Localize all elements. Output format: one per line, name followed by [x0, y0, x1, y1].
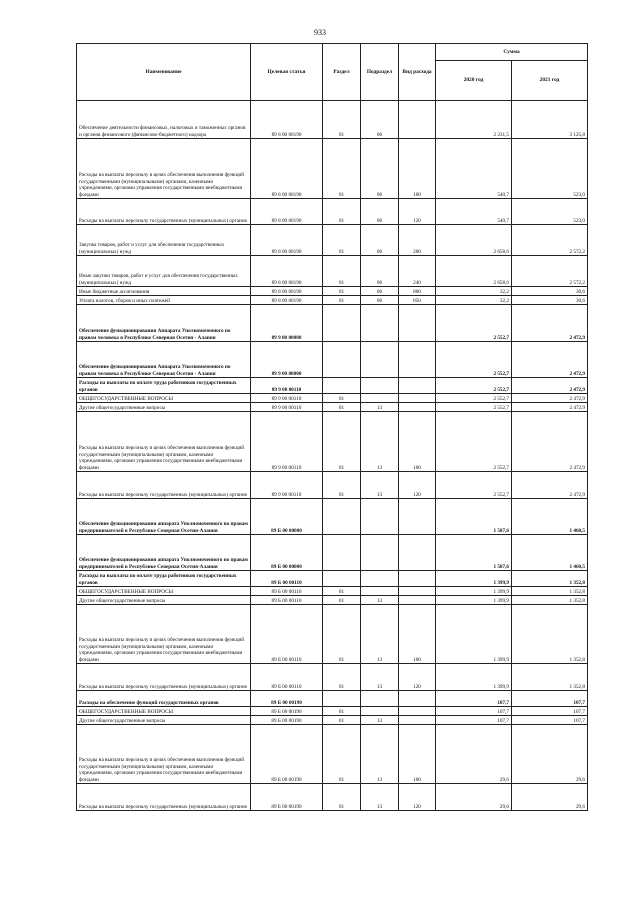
cell-sec: 01 [323, 256, 361, 287]
cell-type: 120 [399, 784, 436, 811]
cell-name: Иные бюджетные ассигнования [77, 287, 251, 296]
cell-v2021: 2 572,2 [512, 256, 588, 287]
cell-name: Расходы на выплаты персоналу в целях обеспечения выполнения функций государственными (муниципальными) органами, казенными учреждениями, органами управления государственными внебюджетными фондами [77, 605, 251, 664]
cell-v2021: 1 460,5 [512, 535, 588, 571]
cell-name: Расходы на обеспечение функций государственных органов [77, 691, 251, 707]
cell-code: 89 Б 00 00110 [251, 587, 323, 596]
cell-sec [323, 535, 361, 571]
cell-code: 89 Б 00 00190 [251, 716, 323, 725]
cell-code: 89 Б 00 00000 [251, 535, 323, 571]
cell-name: Расходы на выплаты персоналу государственных (муниципальных) органов [77, 199, 251, 225]
cell-name: Другие общегосударственные вопросы [77, 403, 251, 412]
cell-sub: 13 [361, 403, 399, 412]
cell-code: 89 Б 00 00110 [251, 596, 323, 605]
table-row [77, 535, 588, 571]
cell-name: Уплата налогов, сборов и иных платежей [77, 296, 251, 305]
cell-sec: 01 [323, 101, 361, 139]
cell-sub [361, 707, 399, 716]
cell-type: 120 [399, 664, 436, 691]
cell-v2020: 540,7 [436, 199, 512, 225]
cell-sec: 01 [323, 225, 361, 256]
cell-code: 89 9 00 00110 [251, 378, 323, 394]
cell-v2021: 1 352,8 [512, 596, 588, 605]
table-row [77, 101, 588, 139]
cell-sub: 13 [361, 716, 399, 725]
cell-v2020: 2 552,7 [436, 412, 512, 472]
cell-v2020: 2 552,7 [436, 403, 512, 412]
cell-code: 89 9 00 00110 [251, 472, 323, 499]
cell-name: Расходы на выплаты персоналу государственных (муниципальных) органов [77, 472, 251, 499]
cell-code: 89 Б 00 00110 [251, 605, 323, 664]
cell-sub: 13 [361, 784, 399, 811]
cell-v2020: 2 552,7 [436, 394, 512, 403]
cell-v2020: 2 231,5 [436, 101, 512, 139]
cell-name: Расходы на выплаты персоналу государственных (муниципальных) органов [77, 664, 251, 691]
cell-v2020: 29,6 [436, 784, 512, 811]
table-row [77, 378, 588, 394]
cell-sub [361, 571, 399, 587]
cell-sec: 01 [323, 403, 361, 412]
cell-v2021: 29,6 [512, 725, 588, 784]
table-row [77, 139, 588, 199]
cell-sub: 13 [361, 596, 399, 605]
cell-sec: 01 [323, 587, 361, 596]
cell-name: Другие общегосударственные вопросы [77, 716, 251, 725]
table-row [77, 287, 588, 296]
table-row [77, 472, 588, 499]
cell-sub: 06 [361, 287, 399, 296]
cell-name: Иные закупки товаров, работ и услуг для обеспечения государственных (муниципальных) нужд [77, 256, 251, 287]
cell-sec [323, 342, 361, 378]
cell-name: Расходы на выплаты персоналу в целях обеспечения выполнения функций государственными (муниципальными) органами, казенными учреждениями, органами управления государственными внебюджетными фондами [77, 139, 251, 199]
cell-v2021: 2 472,9 [512, 394, 588, 403]
cell-type [399, 394, 436, 403]
cell-name: Обеспечение деятельности финансовых, налоговых и таможенных органов и органов финансового (финансово-бюджетного) надзора [77, 101, 251, 139]
cell-v2021: 107,7 [512, 691, 588, 707]
cell-sec: 01 [323, 707, 361, 716]
cell-sub: 06 [361, 139, 399, 199]
cell-sub [361, 499, 399, 535]
cell-sub [361, 305, 399, 342]
cell-v2020: 540,7 [436, 139, 512, 199]
table-row [77, 342, 588, 378]
budget-table [76, 43, 588, 811]
cell-sub: 13 [361, 472, 399, 499]
cell-sub [361, 535, 399, 571]
cell-sec: 01 [323, 287, 361, 296]
cell-v2021: 1 352,8 [512, 664, 588, 691]
cell-v2020: 1 507,6 [436, 535, 512, 571]
cell-name: Обеспечение функционирования Аппарата Уполномоченного по правам человека в Республике Северная Осетия - Алания [77, 342, 251, 378]
cell-code: 89 9 00 00000 [251, 305, 323, 342]
cell-code: 89 8 00 00190 [251, 256, 323, 287]
cell-v2020: 1 399,9 [436, 571, 512, 587]
table-row [77, 707, 588, 716]
cell-v2020: 2 552,7 [436, 342, 512, 378]
cell-v2020: 32,2 [436, 296, 512, 305]
cell-sub [361, 342, 399, 378]
page-number: 933 [314, 28, 326, 37]
cell-name: Закупка товаров, работ и услуг для обеспечения государственных (муниципальных) нужд [77, 225, 251, 256]
cell-v2020: 107,7 [436, 716, 512, 725]
cell-v2020: 2 658,6 [436, 225, 512, 256]
cell-v2021: 1 352,8 [512, 571, 588, 587]
table-row [77, 499, 588, 535]
cell-name: ОБЩЕГОСУДАРСТВЕННЫЕ ВОПРОСЫ [77, 587, 251, 596]
table-row [77, 403, 588, 412]
cell-v2021: 30,6 [512, 296, 588, 305]
table-row [77, 784, 588, 811]
cell-type: 850 [399, 296, 436, 305]
cell-type [399, 707, 436, 716]
cell-sub: 06 [361, 199, 399, 225]
cell-name: Расходы на выплаты персоналу в целях обеспечения выполнения функций государственными (муниципальными) органами, казенными учреждениями, органами управления государственными внебюджетными фондами [77, 725, 251, 784]
table-row [77, 256, 588, 287]
table-row [77, 305, 588, 342]
cell-type: 100 [399, 139, 436, 199]
cell-type [399, 499, 436, 535]
cell-type: 100 [399, 412, 436, 472]
cell-v2021: 107,7 [512, 707, 588, 716]
cell-name: Обеспечение функционирования аппарата Уполномоченного по правам предпринимателей в Республике Северная Осетия-Алания [77, 499, 251, 535]
cell-name: Другие общегосударственные вопросы [77, 596, 251, 605]
cell-type: 800 [399, 287, 436, 296]
cell-sub [361, 691, 399, 707]
cell-sub: 06 [361, 256, 399, 287]
table-row [77, 725, 588, 784]
header-2021: 2021 год [512, 61, 588, 101]
cell-v2021: 523,0 [512, 139, 588, 199]
cell-name: Расходы на выплаты персоналу государственных (муниципальных) органов [77, 784, 251, 811]
cell-v2021: 2 472,9 [512, 472, 588, 499]
cell-sec: 01 [323, 596, 361, 605]
cell-sub: 13 [361, 725, 399, 784]
table-body [77, 101, 588, 811]
cell-type: 120 [399, 199, 436, 225]
cell-sub: 13 [361, 664, 399, 691]
cell-sec: 01 [323, 139, 361, 199]
cell-sub: 06 [361, 225, 399, 256]
cell-sec [323, 378, 361, 394]
table-row [77, 691, 588, 707]
cell-type [399, 403, 436, 412]
cell-code: 89 Б 00 00190 [251, 725, 323, 784]
cell-sec: 01 [323, 725, 361, 784]
cell-code: 89 Б 00 00000 [251, 499, 323, 535]
cell-v2021: 3 125,8 [512, 101, 588, 139]
cell-name: Расходы на выплаты персоналу в целях обеспечения выполнения функций государственными (муниципальными) органами, казенными учреждениями, органами управления государственными внебюджетными фондами [77, 412, 251, 472]
header-2020: 2020 год [436, 61, 512, 101]
cell-code: 89 8 00 00190 [251, 199, 323, 225]
cell-type [399, 691, 436, 707]
table-row [77, 605, 588, 664]
cell-sub: 06 [361, 101, 399, 139]
cell-sec: 01 [323, 716, 361, 725]
cell-v2021: 29,6 [512, 784, 588, 811]
cell-v2021: 1 352,8 [512, 605, 588, 664]
cell-v2021: 1 460,5 [512, 499, 588, 535]
table-row [77, 199, 588, 225]
cell-sec: 01 [323, 784, 361, 811]
cell-v2020: 29,6 [436, 725, 512, 784]
cell-sec: 01 [323, 412, 361, 472]
table-row [77, 664, 588, 691]
cell-type [399, 535, 436, 571]
cell-sec: 01 [323, 199, 361, 225]
cell-type: 100 [399, 605, 436, 664]
header-name: Наименование [77, 44, 251, 101]
cell-code: 89 Б 00 00190 [251, 691, 323, 707]
table-row [77, 394, 588, 403]
cell-type [399, 571, 436, 587]
cell-v2021: 2 472,9 [512, 412, 588, 472]
cell-type [399, 305, 436, 342]
cell-type [399, 342, 436, 378]
cell-v2021: 1 352,8 [512, 587, 588, 596]
cell-v2020: 32,2 [436, 287, 512, 296]
cell-code: 89 8 00 00190 [251, 225, 323, 256]
cell-type [399, 101, 436, 139]
cell-sec: 01 [323, 296, 361, 305]
cell-code: 89 Б 00 00110 [251, 664, 323, 691]
cell-v2021: 2 572,2 [512, 225, 588, 256]
cell-v2020: 1 399,9 [436, 587, 512, 596]
cell-name: Расходы на выплаты по оплате труда работников государственных органов [77, 378, 251, 394]
cell-sec: 01 [323, 394, 361, 403]
cell-name: ОБЩЕГОСУДАРСТВЕННЫЕ ВОПРОСЫ [77, 394, 251, 403]
cell-v2020: 1 399,9 [436, 664, 512, 691]
cell-code: 89 Б 00 00190 [251, 784, 323, 811]
cell-sec: 01 [323, 472, 361, 499]
cell-code: 89 8 00 00190 [251, 287, 323, 296]
cell-sec: 01 [323, 605, 361, 664]
cell-v2020: 2 552,7 [436, 472, 512, 499]
cell-type: 120 [399, 472, 436, 499]
cell-sub [361, 587, 399, 596]
cell-type: 200 [399, 225, 436, 256]
cell-v2021: 2 472,9 [512, 403, 588, 412]
cell-v2021: 2 472,9 [512, 378, 588, 394]
cell-code: 89 8 00 00190 [251, 139, 323, 199]
cell-v2020: 2 552,7 [436, 378, 512, 394]
cell-v2020: 2 658,6 [436, 256, 512, 287]
cell-v2020: 1 399,9 [436, 596, 512, 605]
cell-v2021: 30,6 [512, 287, 588, 296]
header-target: Целевая статья [251, 44, 323, 101]
cell-name: ОБЩЕГОСУДАРСТВЕННЫЕ ВОПРОСЫ [77, 707, 251, 716]
cell-sec: 01 [323, 664, 361, 691]
header-subsection: Подраздел [361, 44, 399, 101]
cell-sub: 13 [361, 605, 399, 664]
header-sum: Сумма [436, 44, 588, 61]
cell-type [399, 587, 436, 596]
cell-code: 89 9 00 00110 [251, 394, 323, 403]
cell-sub: 06 [361, 296, 399, 305]
cell-type [399, 378, 436, 394]
cell-type: 240 [399, 256, 436, 287]
table-row [77, 716, 588, 725]
cell-sub [361, 378, 399, 394]
cell-name: Обеспечение функционирования аппарата Уполномоченного по правам предпринимателей в Республике Северная Осетия-Алания [77, 535, 251, 571]
cell-v2021: 523,0 [512, 199, 588, 225]
table-row [77, 571, 588, 587]
cell-code: 89 8 00 00190 [251, 296, 323, 305]
cell-v2021: 2 472,9 [512, 342, 588, 378]
table-row [77, 587, 588, 596]
cell-name: Обеспечение функционирования Аппарата Уполномоченного по правам человека в Республике Северная Осетия - Алания [77, 305, 251, 342]
header-section: Раздел [323, 44, 361, 101]
table-row [77, 596, 588, 605]
cell-v2020: 107,7 [436, 707, 512, 716]
cell-sec [323, 305, 361, 342]
cell-type [399, 716, 436, 725]
cell-v2020: 1 399,9 [436, 605, 512, 664]
cell-code: 89 Б 00 00110 [251, 571, 323, 587]
cell-code: 89 9 00 00000 [251, 342, 323, 378]
cell-v2020: 2 552,7 [436, 305, 512, 342]
table-row [77, 225, 588, 256]
cell-sec [323, 691, 361, 707]
cell-sub: 13 [361, 412, 399, 472]
cell-v2020: 107,7 [436, 691, 512, 707]
cell-code: 89 9 00 00110 [251, 403, 323, 412]
header-expense-type: Вид расхода [399, 44, 436, 101]
cell-v2020: 1 507,6 [436, 499, 512, 535]
cell-sub [361, 394, 399, 403]
cell-v2021: 2 472,9 [512, 305, 588, 342]
cell-sec [323, 571, 361, 587]
cell-name: Расходы на выплаты по оплате труда работников государственных органов [77, 571, 251, 587]
cell-type: 100 [399, 725, 436, 784]
cell-type [399, 596, 436, 605]
cell-v2021: 107,7 [512, 716, 588, 725]
cell-sec [323, 499, 361, 535]
table-row [77, 296, 588, 305]
cell-code: 89 Б 00 00190 [251, 707, 323, 716]
cell-code: 89 9 00 00110 [251, 412, 323, 472]
table-row [77, 412, 588, 472]
cell-code: 89 8 00 00190 [251, 101, 323, 139]
